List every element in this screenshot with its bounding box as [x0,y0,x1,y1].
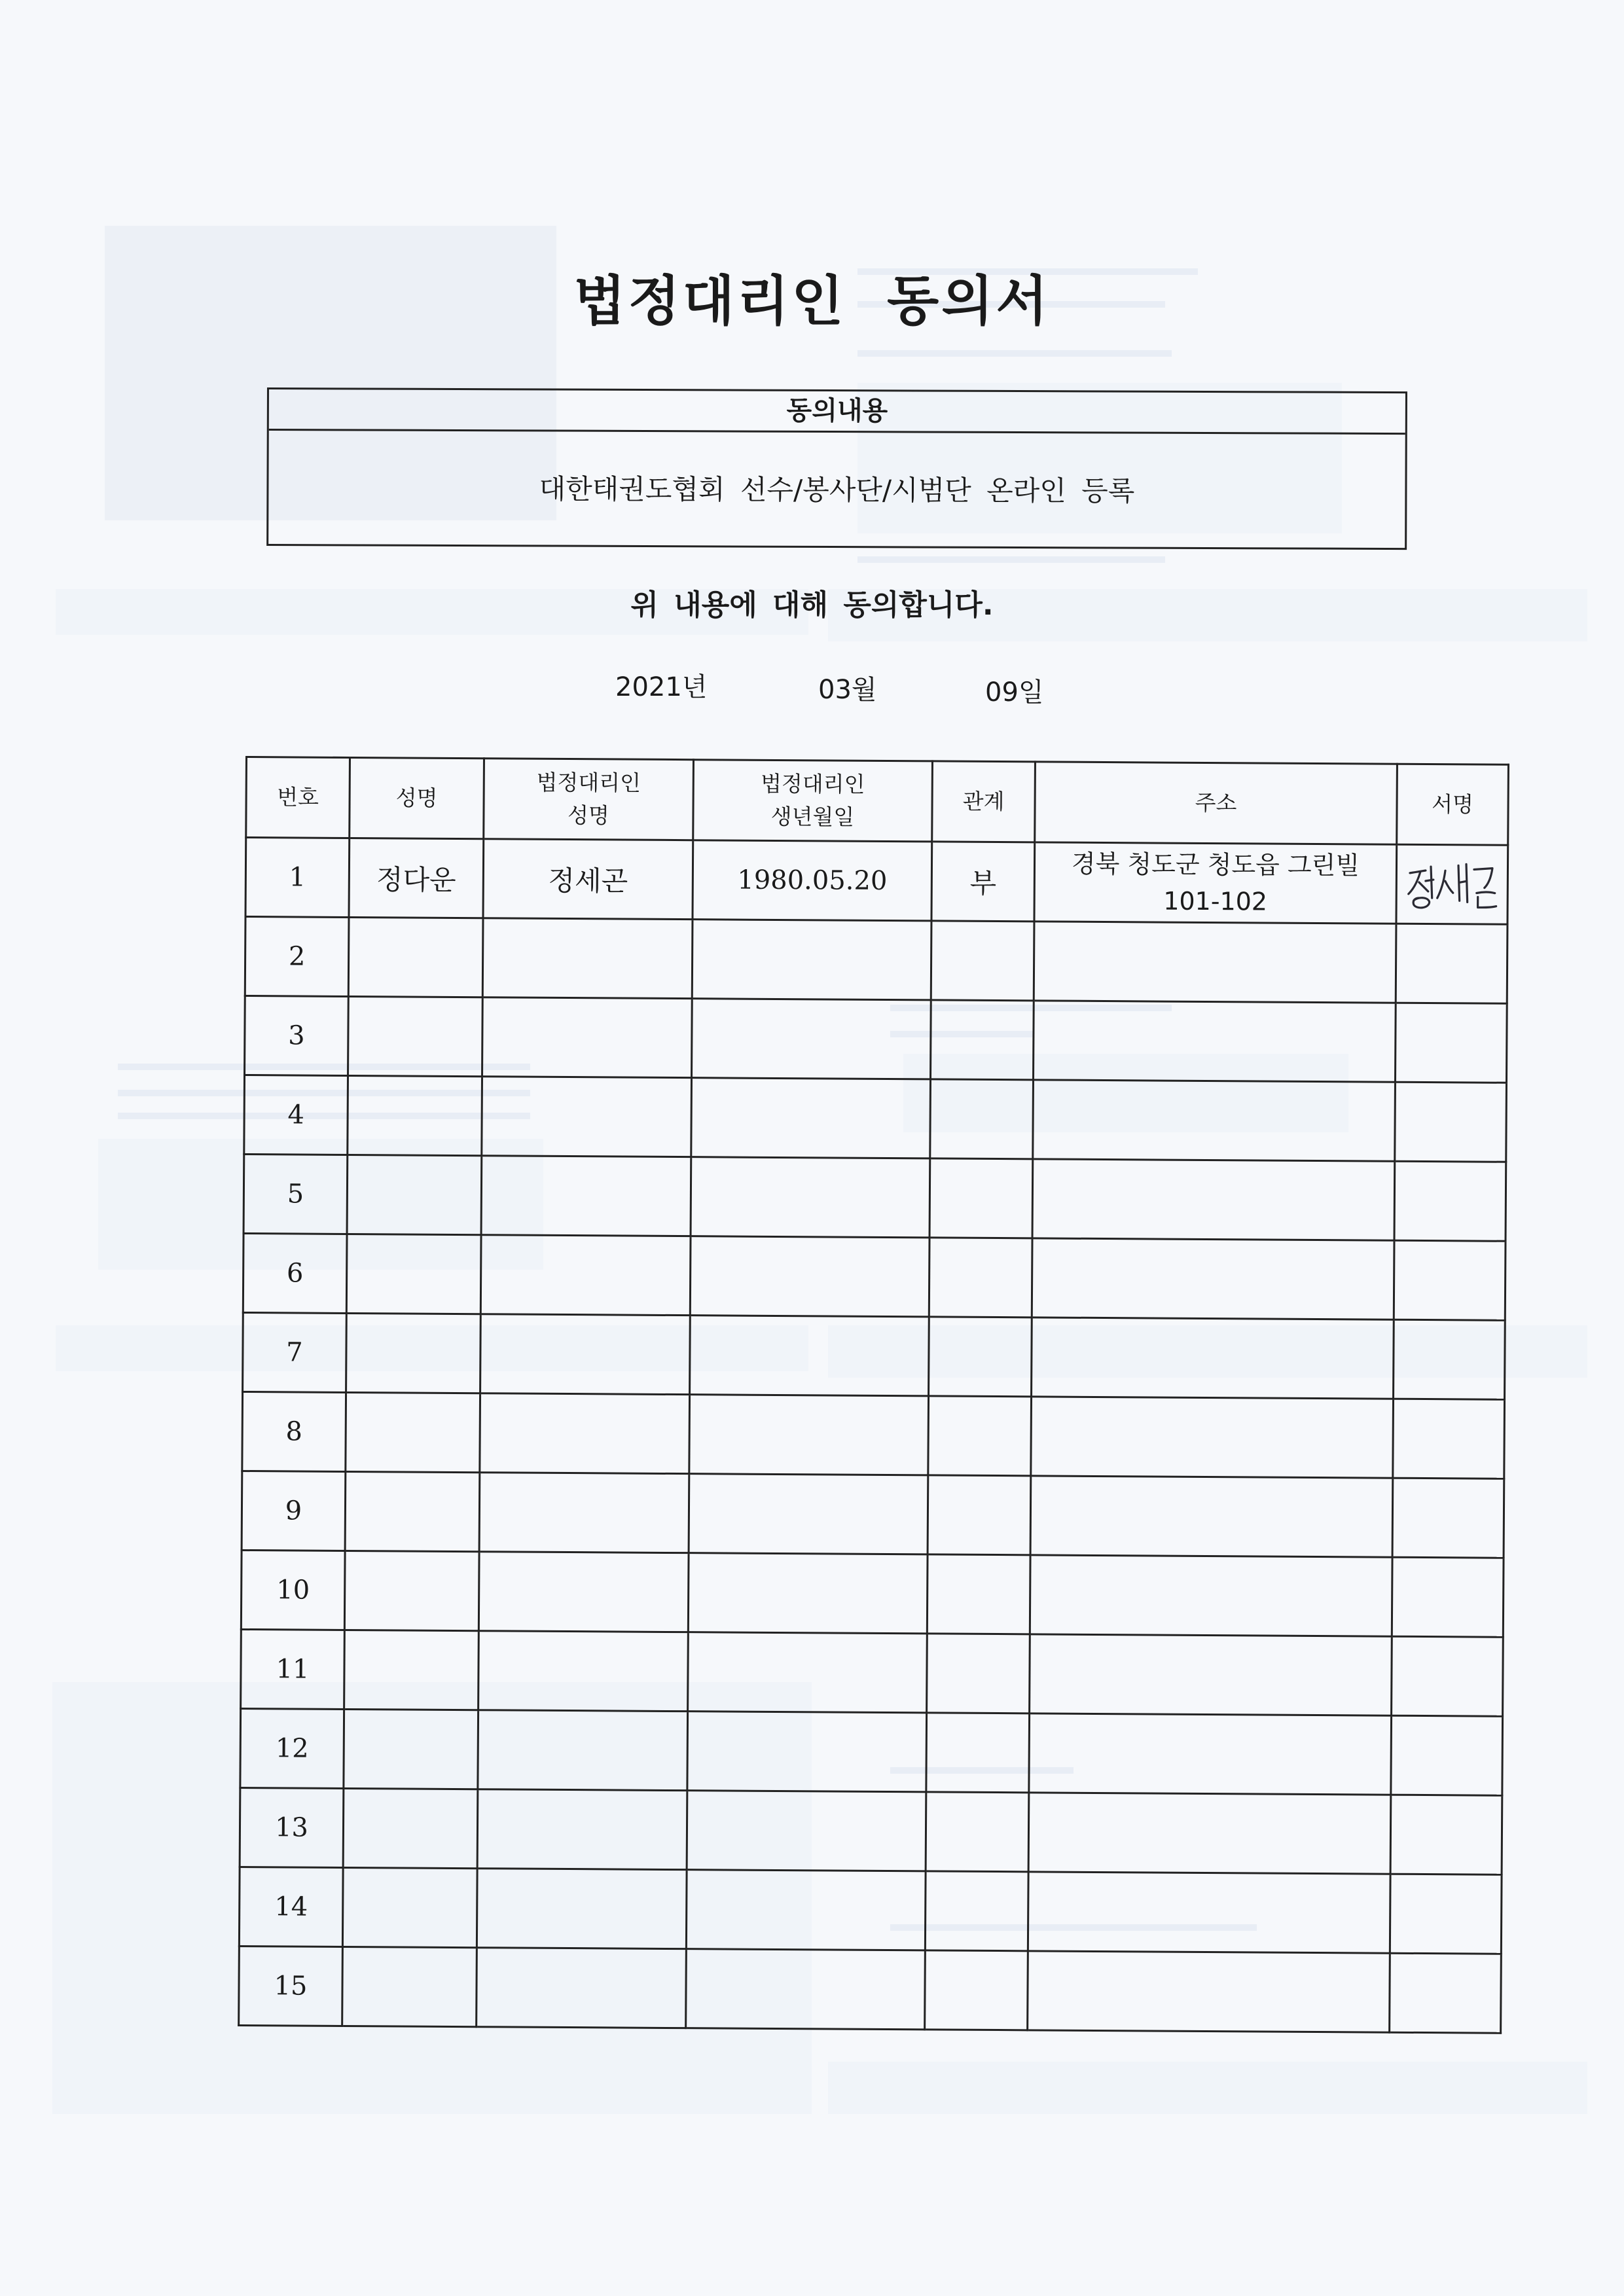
row-number: 10 [241,1550,345,1630]
row-guardian-birth [692,920,931,1000]
row-guardian-birth [690,1236,929,1317]
row-number: 12 [240,1708,344,1788]
row-address [1030,1555,1392,1636]
row-signature [1391,1715,1503,1795]
row-guardian-name [480,1235,691,1316]
table-row [241,1629,1504,1716]
row-address [1032,1318,1394,1399]
row-name [346,1392,480,1472]
row-guardian-name [477,1869,687,1949]
table-row [245,996,1507,1083]
header-name: 성명 [350,757,484,838]
row-address [1028,1872,1390,1953]
row-relation [929,1317,1032,1397]
date-year: 2021년 [615,672,708,702]
row-signature [1390,1795,1502,1874]
row-signature [1392,1478,1504,1558]
header-guardian-name-line1: 법정대리인 [536,769,641,796]
row-relation [925,1950,1028,2030]
row-guardian-birth [686,1949,926,2030]
row-relation [930,1079,1034,1159]
header-guardian-name-line2: 성명 [567,802,609,829]
row-address [1033,1080,1396,1161]
row-number: 6 [243,1233,347,1313]
date-day: 09일 [985,677,1044,708]
row-address [1032,1159,1395,1240]
row-name [348,1075,482,1155]
row-relation [931,921,1034,1001]
header-number: 번호 [246,757,350,838]
row-address [1034,922,1396,1003]
table-row [239,1867,1502,1954]
row-address-line2: 101-102 [1163,886,1268,916]
header-guardian-birth-line1: 법정대리인 [760,770,865,797]
row-signature [1392,1557,1504,1637]
consent-content-header: 동의내용 [269,389,1405,435]
row-guardian-birth: 1980.05.20 [693,840,932,921]
row-address [1031,1397,1394,1478]
row-guardian-name [478,1710,688,1791]
row-address [1030,1476,1393,1557]
row-signature [1396,924,1507,1003]
table-row [244,1154,1506,1241]
row-number: 5 [244,1154,348,1234]
row-relation [928,1475,1031,1555]
table-row [242,1391,1505,1479]
row-relation [926,1792,1029,1872]
row-relation [925,1871,1028,1951]
bleed-through-line [857,350,1172,357]
row-address-line1: 경북 청도군 청도읍 그린빌 [1071,849,1360,880]
row-name [344,1551,479,1630]
header-guardian-birth [693,760,933,842]
header-signature: 서명 [1397,764,1509,845]
row-number: 9 [242,1471,346,1551]
document-title: 법정대리인 동의서 [573,270,1051,332]
row-address [1033,1001,1396,1082]
guardian-registration-table [238,756,1509,2034]
row-guardian-name [478,1631,689,1712]
row-relation [926,1713,1030,1793]
row-name [344,1709,478,1789]
row-name [348,996,483,1076]
row-guardian-birth [687,1712,927,1792]
row-guardian-birth [688,1632,928,1713]
row-address [1028,1951,1390,2032]
row-signature [1393,1399,1505,1479]
table-row [244,1075,1507,1162]
row-guardian-name [477,1948,687,2028]
row-guardian-name [481,1156,691,1236]
row-relation: 부 [931,842,1035,922]
row-number: 4 [244,1075,348,1155]
row-name [346,1234,481,1314]
row-guardian-name [480,1314,691,1395]
consent-content-body: 대한태권도협회 선수/봉사단/시범단 온라인 등록 [539,473,1135,507]
row-relation [931,1000,1034,1080]
row-guardian-birth [690,1316,929,1396]
header-guardian-name [484,759,694,840]
row-name [342,1867,477,1947]
row-number: 15 [239,1946,343,2026]
row-guardian-name [482,1077,692,1157]
row-relation [929,1158,1033,1238]
row-guardian-name [479,1473,689,1553]
row-name [344,1630,479,1710]
row-guardian-birth [689,1474,928,1554]
row-number: 3 [245,996,349,1076]
row-address [1029,1713,1392,1795]
row-signature [1390,1874,1502,1954]
row-address [1032,1238,1394,1319]
row-guardian-birth [689,1395,929,1475]
row-address [1030,1634,1392,1715]
row-address [1028,1793,1391,1874]
row-name [345,1471,480,1551]
row-name [343,1788,478,1868]
row-guardian-name [482,918,693,999]
row-number: 14 [239,1867,343,1946]
row-name [346,1313,481,1393]
row-relation [927,1634,1030,1713]
consent-content-box [266,387,1407,550]
row-number: 11 [241,1629,345,1709]
agree-statement: 위 내용에 대해 동의합니다. [630,588,994,622]
row-guardian-birth [688,1553,928,1634]
row-guardian-name [477,1789,687,1870]
table-row [240,1787,1502,1874]
row-guardian-birth [692,999,931,1079]
row-guardian-name [478,1552,689,1632]
row-number: 13 [240,1787,344,1867]
row-relation [929,1238,1032,1318]
row-relation [928,1396,1032,1476]
row-signature [1390,1953,1502,2033]
row-signature [1395,1082,1507,1162]
table-row [243,1233,1506,1320]
row-guardian-name [480,1393,690,1474]
row-number: 8 [242,1391,346,1471]
table-row [240,1708,1503,1795]
row-signature [1394,1161,1506,1241]
table-row [245,917,1507,1004]
table-row [245,838,1508,925]
row-signature [1394,1240,1506,1320]
bleed-through-block [828,2062,1587,2114]
row-relation [927,1554,1030,1634]
row-signature [1392,1636,1504,1716]
row-guardian-birth [686,1870,926,1950]
row-guardian-birth [691,1078,931,1158]
bleed-through-line [857,556,1165,563]
row-guardian-birth [691,1157,930,1238]
row-guardian-name: 정세곤 [483,839,693,920]
header-relation: 관계 [932,761,1036,842]
header-guardian-birth-line2: 생년월일 [770,803,855,830]
row-name [342,1946,477,2026]
row-name [348,917,483,997]
row-name [347,1155,482,1234]
row-name: 정다운 [349,838,484,918]
table-row [242,1471,1504,1558]
row-guardian-birth [687,1791,926,1871]
row-number: 1 [245,838,350,918]
row-address [1034,842,1397,924]
row-number: 2 [245,917,349,997]
row-signature [1396,844,1508,924]
row-guardian-name [482,997,693,1078]
table-header-row [246,757,1509,846]
date-month: 03월 [818,675,877,705]
handwritten-signature [1403,855,1502,914]
row-number: 7 [243,1312,347,1392]
row-signature [1395,1003,1507,1083]
table-row [241,1550,1504,1637]
table-row [239,1946,1502,2033]
row-signature [1394,1319,1506,1399]
header-address: 주소 [1035,762,1398,844]
table-row [243,1312,1506,1399]
